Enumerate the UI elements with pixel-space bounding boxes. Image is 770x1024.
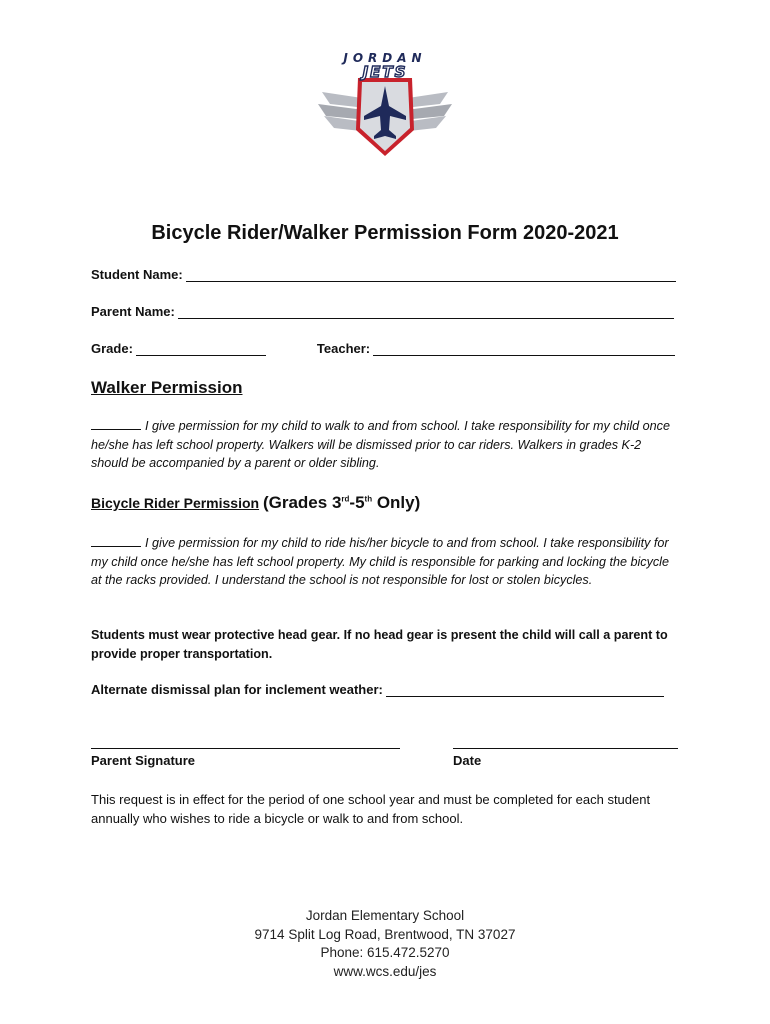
bicycle-text: I give permission for my child to ride his/her bicycle to and from school. I take responsibility for my child once he/she has left school property. My child is responsible for parking and locking the bicycle at the racks provided. I understand the school is not responsible for lost or stolen bicycles.: [91, 536, 669, 587]
teacher-label: Teacher:: [316, 341, 371, 356]
logo-top-text: JORDAN: [343, 51, 427, 65]
date-label: Date: [453, 753, 482, 768]
footer-school-name: Jordan Elementary School: [305, 908, 465, 923]
validity-note: This request is in effect for the period of one school year and must be completed for each student annually who wishes to ride a bicycle or walk to and from school.: [91, 792, 651, 826]
teacher-field[interactable]: [373, 343, 675, 356]
parent-name-row: [91, 304, 681, 319]
alternate-plan-row: [91, 682, 681, 697]
walker-paragraph: [91, 417, 681, 473]
parent-name-label: Parent Name:: [91, 304, 175, 319]
bicycle-initial-field[interactable]: [91, 535, 141, 547]
school-footer: [0, 907, 770, 981]
form-title: Bicycle Rider/Walker Permission Form 2020-2021: [151, 222, 619, 244]
bicycle-heading-label: Bicycle Rider Permission: [91, 495, 260, 511]
parent-signature-label: Parent Signature: [91, 753, 196, 768]
walker-heading: Walker Permission: [91, 378, 243, 397]
student-name-label: Student Name:: [91, 267, 183, 282]
parent-name-field[interactable]: [178, 306, 674, 319]
date-field[interactable]: [453, 748, 678, 749]
alternate-plan-label: Alternate dismissal plan for inclement weather:: [91, 682, 383, 697]
walker-initial-field[interactable]: [91, 418, 141, 430]
bicycle-grades: (Grades 3rd-5th Only): [262, 493, 421, 512]
logo-bottom-text: JETS: [362, 63, 408, 81]
grade-teacher-row: [91, 341, 681, 356]
student-name-row: [91, 267, 681, 282]
grade-field[interactable]: [136, 343, 266, 356]
student-name-field[interactable]: [186, 269, 676, 282]
parent-signature-field[interactable]: [91, 748, 400, 749]
bicycle-paragraph: [91, 534, 681, 590]
walker-text: I give permission for my child to walk to and from school. I take responsibility for my child once he/she has left school property. Walkers will be dismissed prior to car riders. Walkers in grades K-2 should be accompanied by a parent or older sibling.: [91, 419, 670, 470]
footer-address: 9714 Split Log Road, Brentwood, TN 37027: [254, 926, 516, 942]
alternate-plan-field[interactable]: [386, 684, 664, 697]
footer-phone: Phone: 615.472.5270: [320, 945, 450, 960]
grade-label: Grade:: [91, 341, 133, 356]
jordan-jets-logo: [310, 50, 460, 160]
headgear-notice: Students must wear protective head gear. If no head gear is present the child will call a parent to provide proper transportation.: [91, 628, 668, 661]
bicycle-heading: [91, 493, 420, 513]
footer-website[interactable]: www.wcs.edu/jes: [333, 963, 437, 979]
